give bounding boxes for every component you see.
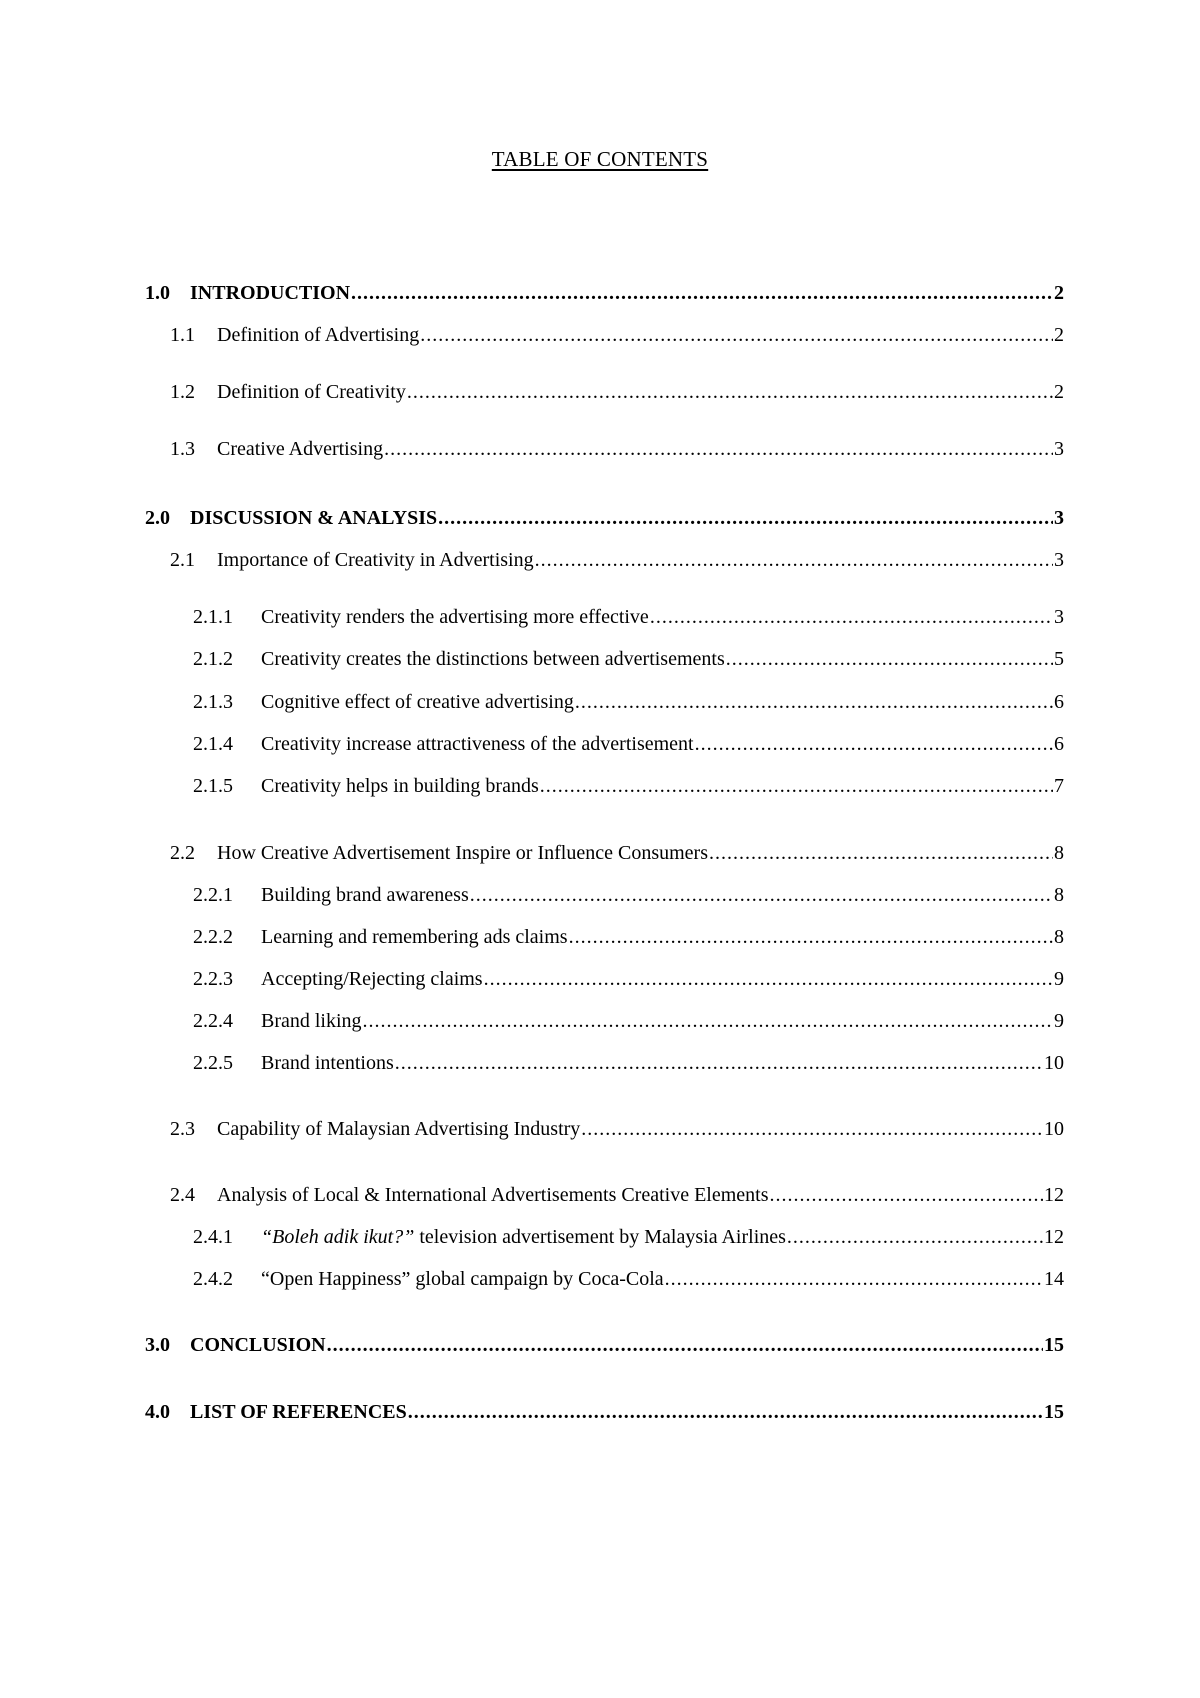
toc-entry-4-0[interactable]	[145, 1398, 1064, 1426]
toc-entry-2-2-5[interactable]	[193, 1049, 1064, 1077]
toc-entry-2-1-4[interactable]	[193, 730, 1064, 758]
toc-page-number: 10	[1044, 1052, 1064, 1074]
toc-entry-1-1[interactable]	[170, 321, 1064, 349]
toc-number: 2.4	[170, 1184, 195, 1206]
toc-label: Definition of Advertising	[217, 324, 420, 346]
toc-leader	[408, 1398, 1043, 1426]
toc-leader	[695, 730, 1053, 758]
toc-label: Importance of Creativity in Advertising	[217, 549, 534, 571]
toc-page-number: 3	[1054, 438, 1064, 460]
toc-leader	[665, 1265, 1043, 1293]
toc-page-number: 12	[1044, 1184, 1064, 1206]
toc-leader	[484, 965, 1053, 993]
toc-entry-2-2-4[interactable]	[193, 1007, 1064, 1035]
toc-number: 1.2	[170, 381, 195, 403]
toc-page-number: 6	[1054, 691, 1064, 713]
toc-label: Creativity creates the distinctions between advertisements	[261, 648, 725, 670]
toc-label: Learning and remembering ads claims	[261, 926, 568, 948]
toc-page-number: 8	[1054, 842, 1064, 864]
toc-leader	[395, 1049, 1043, 1077]
toc-number: 2.2	[170, 842, 195, 864]
toc-leader	[709, 839, 1053, 867]
toc-entry-2-1-2[interactable]	[193, 645, 1064, 673]
toc-entry-2-4-1[interactable]	[193, 1223, 1064, 1251]
toc-leader	[787, 1223, 1043, 1251]
toc-page-number: 3	[1054, 507, 1064, 529]
toc-entry-2-2-1[interactable]	[193, 881, 1064, 909]
toc-label: DISCUSSION & ANALYSIS	[190, 507, 438, 529]
toc-page-number: 12	[1044, 1226, 1064, 1248]
toc-entry-2-2[interactable]	[170, 839, 1064, 867]
toc-page-number: 9	[1054, 968, 1064, 990]
toc-number: 2.2.2	[193, 926, 233, 948]
toc-entry-2-1-5[interactable]	[193, 772, 1064, 800]
toc-number: 1.1	[170, 324, 195, 346]
toc-page-number: 8	[1054, 884, 1064, 906]
toc-label: Creativity renders the advertising more effective	[261, 606, 649, 628]
toc-leader	[770, 1181, 1043, 1209]
toc-leader	[575, 688, 1053, 716]
toc-page-number: 15	[1044, 1401, 1064, 1423]
toc-label-rest: television advertisement by Malaysia Airlines	[414, 1226, 786, 1248]
toc-page-number: 14	[1044, 1268, 1064, 1290]
toc-label: How Creative Advertisement Inspire or Influence Consumers	[217, 842, 708, 864]
toc-label: Creative Advertising	[217, 438, 384, 460]
toc-number: 3.0	[145, 1334, 170, 1356]
toc-entry-1-0[interactable]	[145, 279, 1064, 307]
toc-leader	[384, 435, 1053, 463]
toc-page-number: 9	[1054, 1010, 1064, 1032]
toc-leader	[407, 378, 1053, 406]
toc-leader	[535, 546, 1053, 574]
toc-entry-2-1-3[interactable]	[193, 688, 1064, 716]
toc-label: Cognitive effect of creative advertising	[261, 691, 574, 713]
toc-page-number: 3	[1054, 549, 1064, 571]
toc-leader	[470, 881, 1053, 909]
toc-number: 2.1.2	[193, 648, 233, 670]
toc-entry-3-0[interactable]	[145, 1331, 1064, 1359]
toc-leader	[363, 1007, 1053, 1035]
toc-leader	[438, 504, 1053, 532]
toc-number: 2.2.1	[193, 884, 233, 906]
toc-entry-1-2[interactable]	[170, 378, 1064, 406]
page-title: TABLE OF CONTENTS	[491, 147, 709, 171]
toc-number: 2.1.5	[193, 775, 233, 797]
toc-page-number: 10	[1044, 1118, 1064, 1140]
toc-label: Creativity helps in building brands	[261, 775, 539, 797]
toc-label: LIST OF REFERENCES	[190, 1401, 407, 1423]
toc-number: 1.0	[145, 282, 170, 304]
toc-label: Definition of Creativity	[217, 381, 406, 403]
toc-label: INTRODUCTION	[190, 282, 351, 304]
toc-number: 2.3	[170, 1118, 195, 1140]
toc-leader	[581, 1115, 1043, 1143]
toc-entry-2-2-2[interactable]	[193, 923, 1064, 951]
toc-leader	[726, 645, 1053, 673]
toc-number: 4.0	[145, 1401, 170, 1423]
toc-number: 2.1	[170, 549, 195, 571]
toc-number: 2.1.1	[193, 606, 233, 628]
toc-leader	[351, 279, 1053, 307]
toc-number: 2.4.1	[193, 1226, 233, 1248]
toc-label: Accepting/Rejecting claims	[261, 968, 483, 990]
toc-number: 2.0	[145, 507, 170, 529]
toc-page-number: 2	[1054, 324, 1064, 346]
toc-entry-2-1-1[interactable]	[193, 603, 1064, 631]
toc-page-number: 7	[1054, 775, 1064, 797]
toc-number: 2.1.4	[193, 733, 233, 755]
toc-leader	[420, 321, 1053, 349]
toc-leader	[540, 772, 1053, 800]
toc-number: 1.3	[170, 438, 195, 460]
toc-label	[261, 1223, 786, 1251]
toc-page-number: 15	[1044, 1334, 1064, 1356]
toc-entry-2-2-3[interactable]	[193, 965, 1064, 993]
toc-page-number: 8	[1054, 926, 1064, 948]
toc-page-number: 2	[1054, 282, 1064, 304]
toc-number: 2.1.3	[193, 691, 233, 713]
toc-label: CONCLUSION	[190, 1334, 326, 1356]
toc-entry-2-0[interactable]	[145, 504, 1064, 532]
toc-number: 2.2.4	[193, 1010, 233, 1032]
toc-label: “Open Happiness” global campaign by Coca-Cola	[261, 1268, 664, 1290]
toc-label: Brand intentions	[261, 1052, 394, 1074]
toc-page-number: 2	[1054, 381, 1064, 403]
toc-leader	[569, 923, 1053, 951]
toc-entry-2-4[interactable]	[170, 1181, 1064, 1209]
toc-entry-2-1[interactable]	[170, 546, 1064, 574]
toc-entry-2-3[interactable]	[170, 1115, 1064, 1143]
toc-number: 2.2.5	[193, 1052, 233, 1074]
toc-entry-1-3[interactable]	[170, 435, 1064, 463]
toc-page-number: 6	[1054, 733, 1064, 755]
toc-label: Building brand awareness	[261, 884, 469, 906]
toc-page-number: 5	[1054, 648, 1064, 670]
toc-label: Capability of Malaysian Advertising Industry	[217, 1118, 581, 1140]
toc-label-italic: “Boleh adik ikut?”	[261, 1226, 415, 1248]
toc-label: Creativity increase attractiveness of the advertisement	[261, 733, 694, 755]
toc-number: 2.2.3	[193, 968, 233, 990]
toc-number: 2.4.2	[193, 1268, 233, 1290]
toc-leader	[650, 603, 1053, 631]
toc-entry-2-4-2[interactable]	[193, 1265, 1064, 1293]
toc-page-number: 3	[1054, 606, 1064, 628]
toc-label: Analysis of Local & International Advertisements Creative Elements	[217, 1184, 769, 1206]
toc-label: Brand liking	[261, 1010, 362, 1032]
toc-leader	[327, 1331, 1043, 1359]
